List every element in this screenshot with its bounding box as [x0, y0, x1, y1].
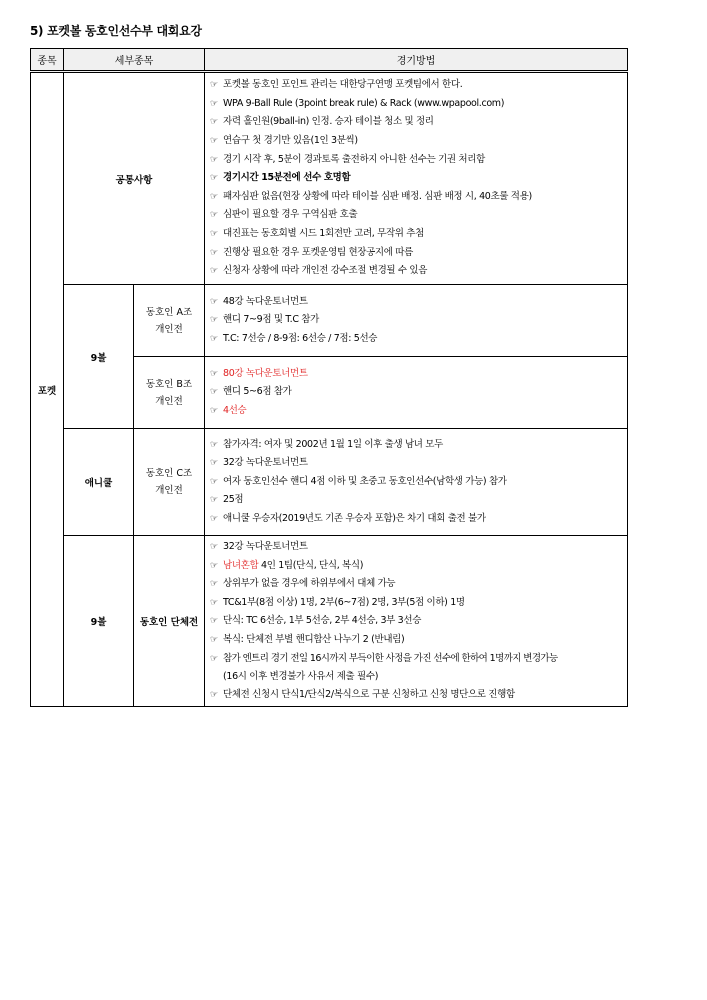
pointing-hand-icon: ☞	[210, 439, 218, 450]
common-label: 공통사항	[64, 72, 205, 285]
group-c-name	[134, 429, 205, 536]
pointing-hand-icon: ☞	[210, 136, 218, 147]
pointing-hand-icon: ☞	[210, 597, 218, 608]
list-item: ☞ 패자심판 없음(현장 상황에 따라 테이블 심판 배정. 심판 배정 시, 40초룰 적용)	[210, 188, 627, 207]
list-item: ☞ 남녀혼합 4인 1팀(단식, 단식, 복식)	[210, 557, 627, 576]
group-b-name-line2: 개인전	[155, 395, 183, 407]
list-item: ☞ 연습구 첫 경기만 있음(1인 3분씩)	[210, 132, 627, 151]
list-item: ☞ 참가자격: 여자 및 2002년 1월 1일 이후 출생 남녀 모두	[210, 436, 627, 455]
list-item: ☞ 애니쿨 우승자(2019년도 기존 우승자 포함)은 차기 대회 출전 불가	[210, 510, 627, 529]
list-item: ☞ 포켓볼 동호인 포인트 관리는 대한당구연맹 포켓팀에서 한다.	[210, 76, 627, 95]
list-item: ☞ 상위부가 없을 경우에 하위부에서 대체 가능	[210, 575, 627, 594]
pointing-hand-icon: ☞	[210, 266, 218, 277]
list-item: ☞ 대진표는 동호회별 시드 1회전만 고려, 무작위 추첨	[210, 225, 627, 244]
list-item: ☞ 심판이 필요할 경우 구역심판 호출	[210, 206, 627, 225]
list-item: ☞ 32강 녹다운토너먼트	[210, 454, 627, 473]
list-item: ☞ WPA 9-Ball Rule (3point break rule) & Rack (www.wpapool.com)	[210, 95, 627, 114]
pointing-hand-icon: ☞	[210, 117, 218, 128]
row-common	[31, 72, 628, 285]
list-item-continuation: (16시 이후 변경불가 사유서 제출 필수)	[223, 671, 379, 683]
pointing-hand-icon: ☞	[210, 405, 218, 416]
list-item: ☞ 여자 동호인선수 핸디 4점 이하 및 초중고 동호인선수(남학생 가능) 참가	[210, 473, 627, 492]
group-c-name-line1: 동호인 C조	[145, 468, 193, 479]
group-c-name-line2: 개인전	[155, 485, 183, 496]
pointing-hand-icon: ☞	[210, 579, 218, 590]
list-item: ☞ 25점	[210, 491, 627, 510]
list-item: ☞ 자력 홀인원(9ball-in) 인정. 승자 테이블 청소 및 정리	[210, 113, 627, 132]
pointing-hand-icon: ☞	[210, 191, 218, 202]
pointing-hand-icon: ☞	[210, 634, 218, 645]
pointing-hand-icon: ☞	[210, 542, 218, 552]
team-items	[205, 536, 628, 707]
header-sub-event: 세부종목	[64, 49, 205, 72]
list-item	[210, 402, 627, 421]
pointing-hand-icon: ☞	[210, 368, 218, 379]
header-row	[31, 49, 628, 72]
event-cell: 포켓	[31, 72, 64, 707]
group-b-items	[205, 357, 628, 429]
pointing-hand-icon: ☞	[210, 387, 218, 398]
pointing-hand-icon: ☞	[210, 476, 218, 487]
list-item: ☞ 신청자 상황에 따라 개인전 강수조절 변경될 수 있음	[210, 262, 627, 281]
pointing-hand-icon: ☞	[210, 333, 218, 344]
row-9ball-a	[31, 285, 628, 357]
list-item	[210, 365, 627, 384]
list-item: ☞ 핸디 5~6점 참가	[210, 383, 627, 402]
list-item: ☞ 핸디 7~9점 및 T.C 참가	[210, 311, 627, 330]
rules-table	[30, 48, 628, 707]
highlight-text: 4선승	[223, 404, 247, 416]
list-item: ☞ 복식: 단체전 부별 핸디합산 나누기 2 (반내림)	[210, 631, 627, 650]
header-method: 경기방법	[205, 49, 628, 72]
annie-label: 애니쿨	[64, 429, 134, 536]
list-item: ☞ TC&1부(8점 이상) 1명, 2부(6~7점) 2명, 3부(5점 이하) 1명	[210, 594, 627, 613]
list-item: ☞ 경기 시작 후, 5분이 경과토록 출전하지 아니한 선수는 기권 처리함	[210, 151, 627, 170]
pointing-hand-icon: ☞	[210, 315, 218, 326]
group-a-name	[134, 285, 205, 357]
pointing-hand-icon: ☞	[210, 513, 218, 524]
list-item: ☞ 경기시간 15분전에 선수 호명함	[210, 169, 627, 188]
pointing-hand-icon: ☞	[210, 154, 218, 165]
pointing-hand-icon: ☞	[210, 653, 218, 664]
pointing-hand-icon: ☞	[210, 296, 218, 307]
annie-items	[205, 429, 628, 536]
pointing-hand-icon: ☞	[210, 247, 218, 258]
list-item: ☞ T.C: 7선승 / 8-9점: 6선승 / 7점: 5선승	[210, 330, 627, 349]
page-title: 5) 포켓볼 동호인선수부 대회요강	[30, 24, 202, 38]
highlight-text: 80강 녹다운토너먼트	[223, 367, 308, 379]
nine-ball-label: 9볼	[64, 285, 134, 429]
group-a-name-line2: 개인전	[155, 323, 183, 335]
header-event: 종목	[31, 49, 64, 72]
group-b-name	[134, 357, 205, 429]
pointing-hand-icon: ☞	[210, 210, 218, 221]
pointing-hand-icon: ☞	[210, 560, 218, 571]
pointing-hand-icon: ☞	[210, 80, 218, 91]
list-item: ☞ 참가 엔트리 경기 전일 16시까지 부득이한 사정을 가진 선수에 한하여 1명까지 변경가능	[210, 650, 627, 669]
team-name: 동호인 단체전	[134, 536, 205, 707]
list-item: ☞ 단체전 신청시 단식1/단식2/복식으로 구분 신청하고 신청 명단으로 진행함	[210, 686, 627, 705]
list-item: ☞ 48강 녹다운토너먼트	[210, 293, 627, 312]
list-item: ☞ 32강 녹다운토너먼트	[210, 538, 627, 557]
pointing-hand-icon: ☞	[210, 458, 218, 469]
row-annie	[31, 429, 628, 536]
team-label: 9볼	[64, 536, 134, 707]
pointing-hand-icon: ☞	[210, 173, 218, 184]
group-a-name-line1: 동호인 A조	[145, 306, 193, 318]
row-team	[31, 536, 628, 707]
pointing-hand-icon: ☞	[210, 495, 218, 506]
group-a-items	[205, 285, 628, 357]
list-item: ☞ 진행상 필요한 경우 포켓운영팀 현장공지에 따름	[210, 244, 627, 263]
highlight-text: 남녀혼합	[223, 559, 259, 571]
pointing-hand-icon: ☞	[210, 689, 218, 700]
list-item: ☞ 단식: TC 6선승, 1부 5선승, 2부 4선승, 3부 3선승	[210, 612, 627, 631]
pointing-hand-icon: ☞	[210, 228, 218, 239]
group-b-name-line1: 동호인 B조	[145, 378, 193, 390]
common-items	[205, 72, 628, 285]
pointing-hand-icon: ☞	[210, 98, 218, 109]
pointing-hand-icon: ☞	[210, 616, 218, 627]
